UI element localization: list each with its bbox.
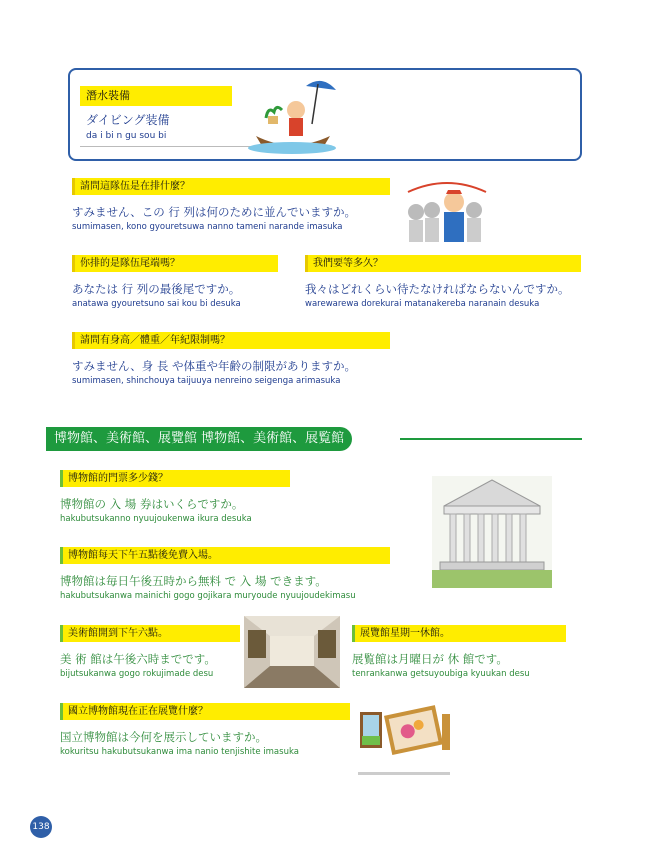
museum-building-illustration bbox=[432, 476, 552, 588]
phrase-japanese: すみません、この 行 列は何のために並んでいますか。 bbox=[72, 205, 356, 219]
phrase-heading: 我們要等多久？ bbox=[305, 255, 581, 272]
phrase-japanese: 我々はどれくらい待たなければならないんですか。 bbox=[305, 282, 570, 296]
phrase-japanese: 国立博物館は今何を展示していますか。 bbox=[60, 730, 267, 744]
phrase-japanese: 博物館は毎日午後五時から無料 で 入 場 できます。 bbox=[60, 574, 327, 588]
diving-equipment-box bbox=[68, 68, 582, 161]
phrase-romaji: anatawa gyouretsuno sai kou bi desuka bbox=[72, 299, 241, 309]
phrase-japanese: 博物館の 入 場 券はいくらですか。 bbox=[60, 497, 244, 511]
phrase-japanese: 美 術 館は午後六時までです。 bbox=[60, 652, 216, 666]
phrase-art-museum-hours bbox=[60, 625, 240, 679]
phrase-heading: 請問有身高／體重／年紀限制嗎？ bbox=[72, 332, 390, 349]
boat-illustration bbox=[246, 76, 338, 156]
phrase-romaji: kokuritsu hakubutsukanwa ima nanio tenjishite imasuka bbox=[60, 747, 299, 757]
phrase-national-museum bbox=[60, 703, 350, 757]
box-romaji: da i bi n gu sou bi bbox=[86, 131, 167, 141]
phrase-queue-purpose bbox=[72, 178, 390, 232]
phrase-heading: 你排的是隊伍尾端嗎？ bbox=[72, 255, 278, 272]
phrase-heading: 請問這隊伍是在排什麼？ bbox=[72, 178, 390, 195]
phrase-romaji: sumimasen, kono gyouretsuwa nanno tameni narande imasuka bbox=[72, 222, 343, 232]
box-japanese: ダイビング装備 bbox=[86, 113, 170, 127]
phrase-romaji: hakubutsukanwa mainichi gogo gojikara muryoude nyuujoudekimasu bbox=[60, 591, 356, 601]
gallery-interior-illustration bbox=[244, 616, 340, 688]
section-title: 博物館、美術館、展覽館 博物館、美術館、展覧館 bbox=[46, 427, 352, 451]
phrase-free-admission bbox=[60, 547, 390, 601]
box-heading: 潛水裝備 bbox=[80, 86, 232, 106]
phrase-restrictions bbox=[72, 332, 390, 386]
queue-illustration bbox=[402, 172, 492, 250]
phrase-japanese: あなたは 行 列の最後尾ですか。 bbox=[72, 282, 241, 296]
phrase-japanese: 展覧館は月曜日が 休 館です。 bbox=[352, 652, 508, 666]
phrase-heading: 美術館開到下午六點。 bbox=[60, 625, 240, 642]
phrase-wait-time bbox=[305, 255, 581, 309]
phrase-heading: 國立博物館現在正在展覽什麼？ bbox=[60, 703, 350, 720]
framed-paintings-illustration bbox=[358, 702, 450, 776]
phrase-romaji: warewarewa dorekurai matanakereba naranain desuka bbox=[305, 299, 540, 309]
phrase-romaji: sumimasen, shinchouya taijuuya nenreino seigenga arimasuka bbox=[72, 376, 341, 386]
phrase-heading: 博物館的門票多少錢？ bbox=[60, 470, 290, 487]
phrase-heading: 博物館每天下午五點後免費入場。 bbox=[60, 547, 390, 564]
section-divider bbox=[400, 438, 582, 440]
phrase-exhibition-closed bbox=[352, 625, 566, 679]
phrase-japanese: すみません、身 長 や体重や年齢の制限がありますか。 bbox=[72, 359, 356, 373]
phrase-romaji: hakubutsukanno nyuujoukenwa ikura desuka bbox=[60, 514, 252, 524]
page-number: 138 bbox=[30, 816, 52, 838]
phrase-ticket-price bbox=[60, 470, 290, 524]
phrase-end-of-line bbox=[72, 255, 278, 309]
phrase-romaji: tenrankanwa getsuyoubiga kyuukan desu bbox=[352, 669, 530, 679]
phrase-romaji: bijutsukanwa gogo rokujimade desu bbox=[60, 669, 214, 679]
phrase-heading: 展覽館星期一休館。 bbox=[352, 625, 566, 642]
